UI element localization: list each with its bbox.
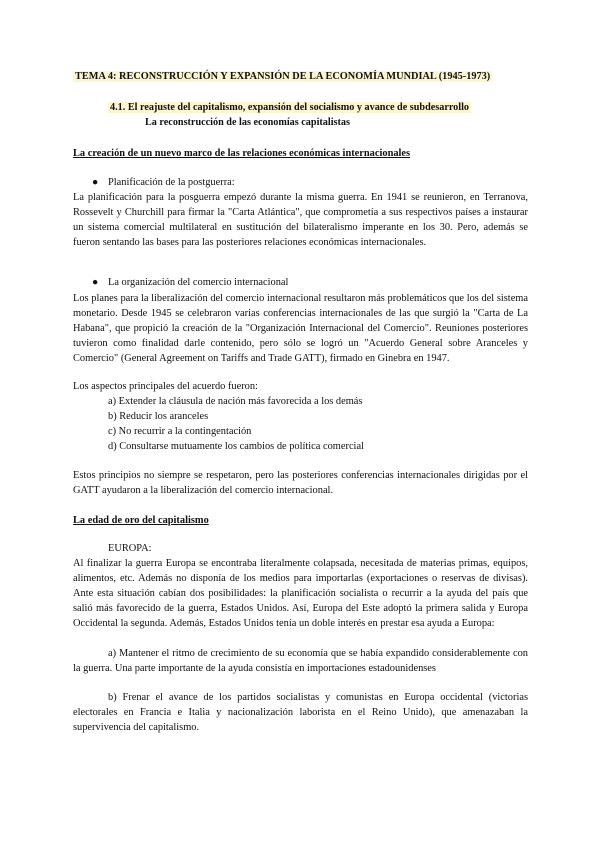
paragraph-frenar: b) Frenar el avance de los partidos socialistas y comunistas en Europa occidental (victorias electorales en Francia e Italia y nacionalización laborista en el Reino Unido), que amenazaban la supervivencia del capitalismo.	[73, 692, 528, 733]
list-item: a) Extender la cláusula de nación más favorecida a los demás	[108, 396, 363, 407]
bullet-planificacion: ● Planificación de la postguerra:	[92, 177, 235, 188]
paragraph-comercio: Los planes para la liberalización del comercio internacional resultaron más problemáticos que los del sistema monetario. Desde 1945 se celebraron varias conferencias internacionales de las que surgió la "Carta de La Habana", que propició la creación de la "Organización Internacional del Comercio". Reuniones posteriores tuvieron como finalidad darle contenido, pero sólo se logró un "Acuerdo General sobre Aranceles y Comercio" (General Agreement on Tariffs and Trade GATT), firmado en Ginebra en 1947.	[73, 293, 528, 364]
list-item: c) No recurrir a la contingentación	[108, 426, 252, 437]
bullet-dot: ●	[92, 277, 99, 288]
paragraph-europa: Al finalizar la guerra Europa se encontraba literalmente colapsada, necesitada de materias primas, equipos, alimentos, etc. Además no disponía de los medios para importarlas (exportaciones o reservas de divisas). Ante esta situación cabían dos posibilidades: la planificación socialista o recurrir a la ayuda del país que salió más favorecido de la guerra, Estados Unidos. Así, Europa del Este adoptó la primera salida y Europa Occidental la segunda. Además, Estados Unidos tenía un doble interés en prestar esa ayuda a Europa:	[73, 558, 528, 629]
heading-international-relations: La creación de un nuevo marco de las relaciones económicas internacionales	[73, 148, 411, 159]
paragraph-planificacion: La planificación para la posguerra empezó durante la misma guerra. En 1941 se reunieron, en Terranova, Rossevelt y Churchill para firmar la "Carta Atlántica", que comprometía a sus respectivos países a instaurar un sistema comercial multilateral en sustitución del bilateralismo imperante en los 30. Pero, además se fueron sentando las bases para las posteriores relaciones económicas internacionales.	[73, 192, 528, 248]
section-subtitle: La reconstrucción de las economías capitalistas	[145, 117, 350, 128]
bullet-comercio: ● La organización del comercio internacional	[92, 277, 289, 288]
list-item: b) Reducir los aranceles	[108, 411, 209, 422]
paragraph-aspectos: Los aspectos principales del acuerdo fueron:	[73, 381, 258, 392]
main-title: TEMA 4: RECONSTRUCCIÓN Y EXPANSIÓN DE LA ECONOMÍA MUNDIAL (1945-1973)	[75, 71, 491, 82]
paragraph-mantener: a) Mantener el ritmo de crecimiento de su economía que se había expandido considerablemente con la guerra. Una parte importante de la ayuda consistía en importaciones estadounidenses	[73, 648, 528, 674]
bullet-dot: ●	[92, 177, 99, 188]
paragraph-principios: Estos principios no siempre se respetaron, pero las posteriores conferencias internacionales dirigidas por el GATT ayudaron a la liberalización del comercio internacional.	[73, 470, 528, 496]
europa-label: EUROPA:	[108, 543, 152, 554]
heading-edad-de-oro: La edad de oro del capitalismo	[73, 515, 209, 526]
section-title: 4.1. El reajuste del capitalismo, expansión del socialismo y avance de subdesarrollo	[110, 102, 470, 113]
list-item: d) Consultarse mutuamente los cambios de política comercial	[108, 441, 364, 452]
